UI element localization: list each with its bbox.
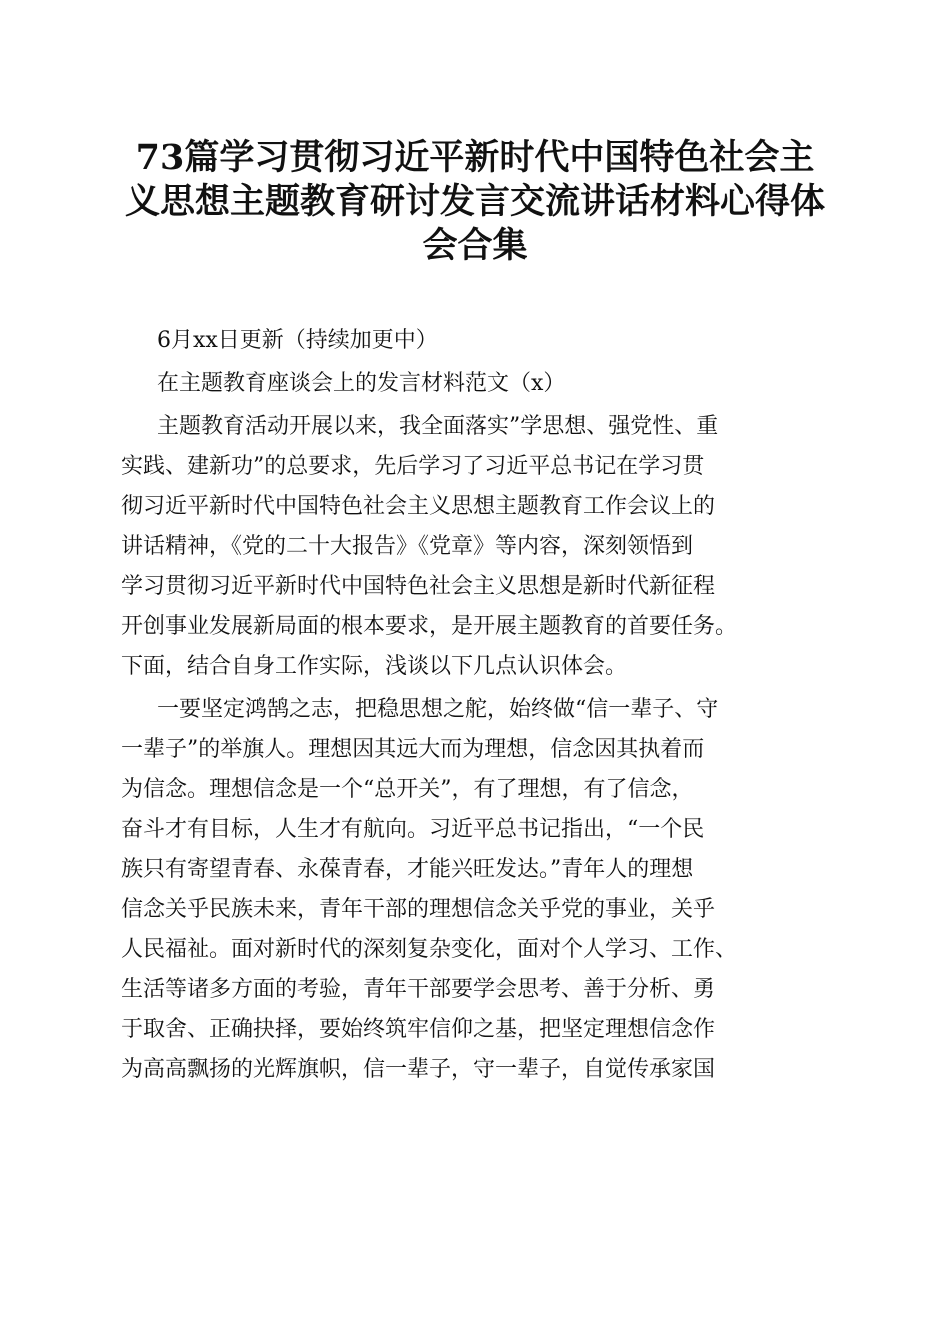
point-one-line-2: 一辈子”的举旗人。理想因其远大而为理想，信念因其执着而	[121, 737, 705, 762]
subtitle-paragraph	[121, 364, 841, 404]
point-one-line-3: 为信念。理想信念是一个“总开关”，有了理想，有了信念，	[121, 777, 694, 802]
title-line-2: 义思想主题教育研讨发言交流讲话材料心得体	[124, 181, 825, 222]
intro-line-5: 学习贯彻习近平新时代中国特色社会主义思想是新时代新征程	[121, 574, 716, 599]
intro-line-3: 彻习近平新时代中国特色社会主义思想主题教育工作会议上的	[121, 494, 716, 519]
intro-line-4: 讲话精神，《党的二十大报告》《党章》等内容，深刻领悟到	[121, 534, 694, 559]
update-note-paragraph	[121, 321, 841, 361]
point-one-line-9: 于取舍、正确抉择，要始终筑牢信仰之基，把坚定理想信念作	[121, 1017, 716, 1042]
point-one-line-6: 信念关乎民族未来，青年干部的理想信念关乎党的事业，关乎	[121, 897, 716, 922]
update-note: 6月xx日更新（持续加更中）	[157, 328, 438, 353]
intro-line-6: 开创事业发展新局面的根本要求，是开展主题教育的首要任务。	[121, 614, 738, 639]
intro-line-2: 实践、建新功”的总要求，先后学习了习近平总书记在学习贯	[121, 454, 705, 479]
point-one-line-1: 一要坚定鸿鹄之志，把稳思想之舵，始终做“信一辈子、守	[157, 697, 719, 722]
intro-line-1: 主题教育活动开展以来，我全面落实”学思想、强党性、重	[157, 414, 719, 439]
title-line-1: 73篇学习贯彻习近平新时代中国特色社会主	[135, 137, 815, 178]
point-one-line-7: 人民福祉。面对新时代的深刻复杂变化，面对个人学习、工作、	[121, 937, 738, 962]
point-one-line-5: 族只有寄望青春、永葆青春，才能兴旺发达。”青年人的理想	[121, 857, 694, 882]
section-subtitle: 在主题教育座谈会上的发言材料范文（x）	[157, 371, 566, 396]
document-body	[121, 321, 841, 1093]
point-one-paragraph	[121, 690, 841, 1090]
document-title	[100, 136, 850, 268]
point-one-line-10: 为高高飘扬的光辉旗帜，信一辈子，守一辈子，自觉传承家国	[121, 1057, 716, 1082]
point-one-line-8: 生活等诸多方面的考验，青年干部要学会思考、善于分析、勇	[121, 977, 716, 1002]
intro-line-7: 下面，结合自身工作实际，浅谈以下几点认识体会。	[121, 654, 628, 679]
point-one-line-4: 奋斗才有目标，人生才有航向。习近平总书记指出，“一个民	[121, 817, 705, 842]
intro-paragraph	[121, 407, 841, 687]
title-line-3: 会合集	[422, 225, 528, 266]
